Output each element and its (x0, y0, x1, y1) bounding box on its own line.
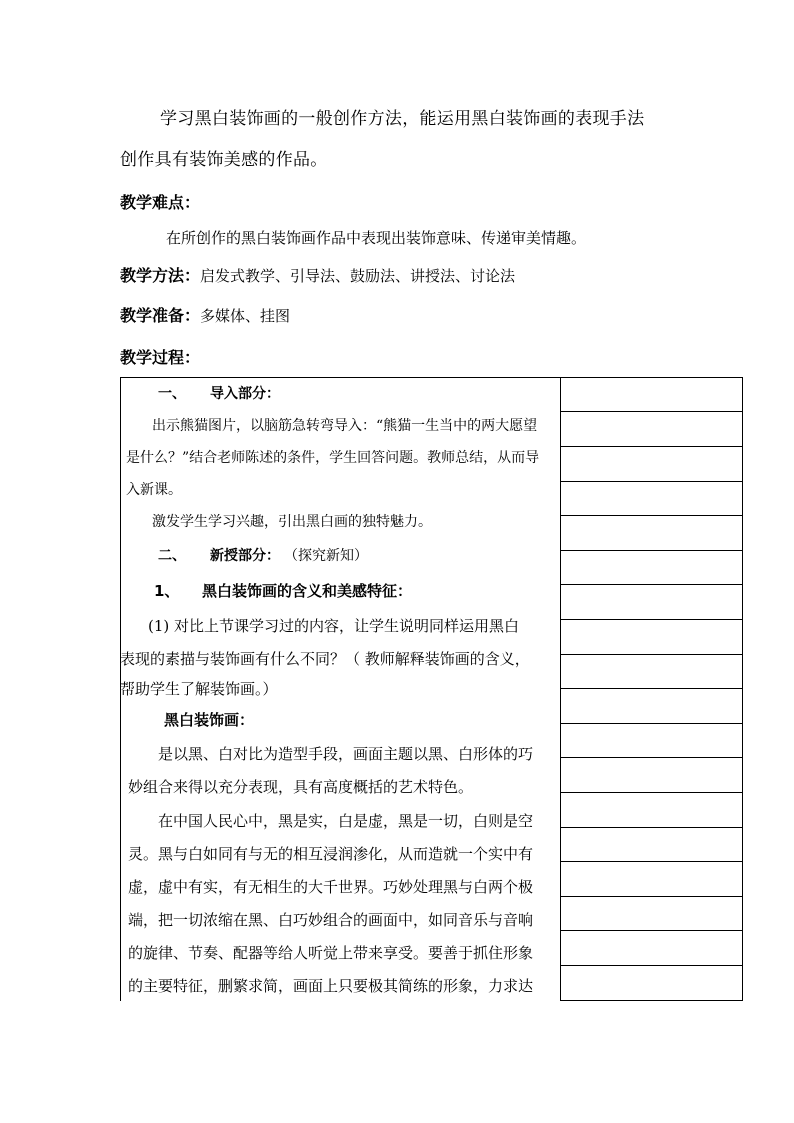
section-1-line: 是什么？”结合老师陈述的条件，学生回答问题。教师总结，从而导 (126, 450, 540, 466)
definition-line: 是以黑、白对比为造型手段，画面主题以黑、白形体的巧 (158, 745, 534, 763)
essay-line: 的主要特征，删繁求简，画面上只要极其简练的形象，力求达 (128, 977, 534, 995)
note-line (560, 827, 743, 828)
note-line (560, 688, 743, 689)
definition-line: 妙组合来得以充分表现，具有高度概括的艺术特色。 (128, 778, 474, 796)
difficulty-heading: 教学难点： (120, 193, 201, 212)
intro-line-2: 创作具有装饰美感的作品。 (120, 150, 328, 170)
note-line (560, 930, 743, 931)
difficulty-text: 在所创作的黑白装饰画作品中表现出装饰意味、传递审美情趣。 (166, 229, 587, 247)
section-2-note: （探究新知） (284, 548, 368, 564)
note-line (560, 550, 743, 551)
note-line (560, 965, 743, 966)
note-line (560, 723, 743, 724)
subsection-1-line: 表现的素描与装饰画有什么不同？（ 教师解释装饰画的含义， (120, 650, 530, 668)
intro-line-1: 学习黑白装饰画的一般创作方法，能运用黑白装饰画的表现手法 (160, 109, 645, 129)
note-line (560, 861, 743, 862)
section-2-number: 二、 (158, 548, 186, 564)
essay-line: 的旋律、节奏、配器等给人听觉上带来享受。要善于抓住形象 (128, 944, 534, 962)
methods-row (120, 263, 515, 286)
table-column-divider (560, 377, 561, 1001)
methods-heading: 教学方法： (120, 266, 201, 285)
note-line (560, 515, 743, 516)
section-1-title: 导入部分： (210, 386, 280, 402)
subsection-1-line: 帮助学生了解装饰画。） (120, 680, 278, 698)
table-border-right (742, 377, 743, 1001)
section-1-line: 入新课。 (126, 482, 182, 498)
essay-line: 在中国人民心中，黑是实，白是虚，黑是一切，白则是空 (158, 812, 534, 830)
note-line (560, 654, 743, 655)
subsection-1-number: 1、 (154, 582, 180, 600)
note-line (560, 411, 743, 412)
note-line (560, 757, 743, 758)
definition-heading: 黑白装饰画： (164, 711, 255, 729)
note-line (560, 584, 743, 585)
note-line (560, 792, 743, 793)
subsection-1-title: 黑白装饰画的含义和美感特征： (202, 582, 413, 600)
section-1-number: 一、 (158, 386, 186, 402)
section-1-line: 出示熊猫图片，以脑筋急转弯导入：“熊猫一生当中的两大愿望 (152, 418, 538, 434)
preparation-row (120, 303, 290, 326)
table-border-bottom-right (560, 1000, 743, 1001)
note-line (560, 481, 743, 482)
section-2-title: 新授部分： (210, 548, 280, 564)
note-line (560, 446, 743, 447)
methods-text: 启发式教学、引导法、鼓励法、讲授法、讨论法 (200, 267, 516, 285)
essay-line: 灵。黑与白如同有与无的相互浸润渗化，从而造就一个实中有 (128, 845, 534, 863)
note-line (560, 896, 743, 897)
section-1-line: 激发学生学习兴趣，引出黑白画的独特魅力。 (152, 514, 432, 530)
table-border-top (120, 377, 743, 378)
preparation-text: 多媒体、挂图 (200, 307, 291, 325)
note-line (560, 619, 743, 620)
process-heading: 教学过程： (120, 348, 201, 367)
essay-line: 端，把一切浓缩在黑、白巧妙组合的画面中，如同音乐与音响 (128, 911, 534, 929)
essay-line: 虚，虚中有实，有无相生的大千世界。巧妙处理黑与白两个极 (128, 878, 534, 896)
lesson-process-table (120, 377, 743, 1001)
preparation-heading: 教学准备： (120, 306, 201, 325)
subsection-1-line: (1) 对比上节课学习过的内容，让学生说明同样运用黑白 (148, 617, 520, 635)
